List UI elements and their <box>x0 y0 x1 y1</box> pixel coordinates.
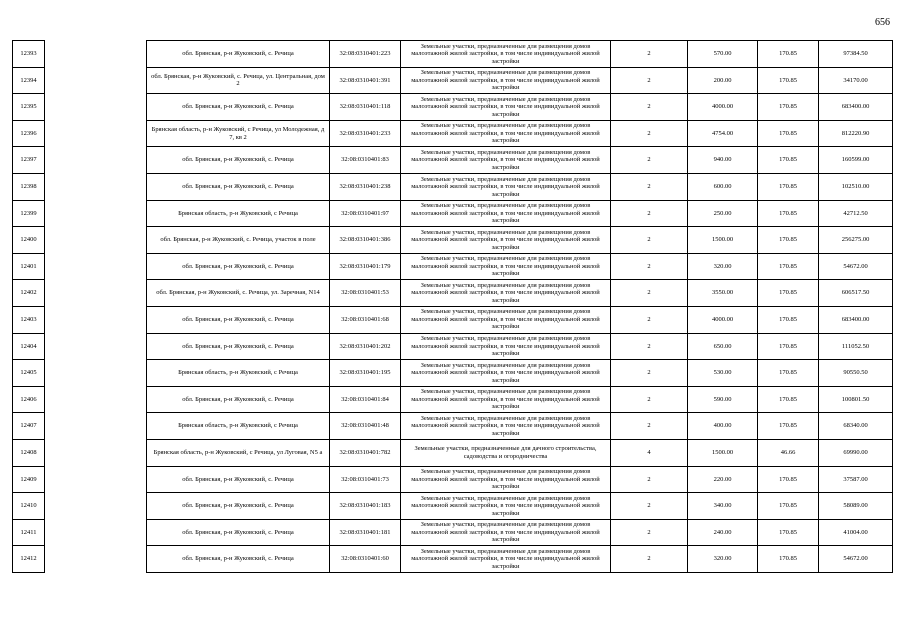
cadastral-value-cell: 54672.00 <box>819 253 893 280</box>
cadastral-value-cell: 812220.90 <box>819 120 893 147</box>
permitted-use-cell: Земельные участки, предназначенные для размещения домов малоэтажной жилой застройки, в том числе индивидуальной жилой застройки <box>401 94 611 121</box>
cadastral-value-cell: 100801.50 <box>819 386 893 413</box>
table-row <box>13 41 893 68</box>
permitted-use-cell: Земельные участки, предназначенные для размещения домов малоэтажной жилой застройки, в том числе индивидуальной жилой застройки <box>401 546 611 573</box>
cadastral-value-cell: 37587.00 <box>819 466 893 493</box>
table-row <box>13 519 893 546</box>
specific-value-cell: 46.66 <box>758 439 819 466</box>
row-number-cell: 12410 <box>13 493 45 520</box>
permitted-use-cell: Земельные участки, предназначенные для размещения домов малоэтажной жилой застройки, в том числе индивидуальной жилой застройки <box>401 306 611 333</box>
specific-value-cell: 170.85 <box>758 67 819 94</box>
permitted-use-cell: Земельные участки, предназначенные для размещения домов малоэтажной жилой застройки, в том числе индивидуальной жилой застройки <box>401 519 611 546</box>
cadastral-value-cell: 111052.50 <box>819 333 893 360</box>
area-cell: 400.00 <box>688 413 758 440</box>
permitted-use-cell: Земельные участки, предназначенные для размещения домов малоэтажной жилой застройки, в том числе индивидуальной жилой застройки <box>401 413 611 440</box>
specific-value-cell: 170.85 <box>758 360 819 387</box>
area-cell: 1500.00 <box>688 227 758 254</box>
group-code-cell: 2 <box>611 466 688 493</box>
row-number-cell: 12407 <box>13 413 45 440</box>
row-number-cell: 12403 <box>13 306 45 333</box>
cadastral-value-cell: 34170.00 <box>819 67 893 94</box>
cadastral-value-cell: 102510.00 <box>819 173 893 200</box>
cadastral-number-cell: 32:08:0310401:238 <box>330 173 401 200</box>
address-cell: Брянская область, р-н Жуковский, с Речица, ул Молодежная, д 7, кв 2 <box>147 120 330 147</box>
group-code-cell: 2 <box>611 519 688 546</box>
specific-value-cell: 170.85 <box>758 253 819 280</box>
specific-value-cell: 170.85 <box>758 413 819 440</box>
group-code-cell: 2 <box>611 333 688 360</box>
permitted-use-cell: Земельные участки, предназначенные для размещения домов малоэтажной жилой застройки, в том числе индивидуальной жилой застройки <box>401 120 611 147</box>
address-cell: обл. Брянская, р-н Жуковский, с. Речица <box>147 386 330 413</box>
row-number-cell: 12393 <box>13 41 45 68</box>
blank-cell <box>45 413 147 440</box>
specific-value-cell: 170.85 <box>758 227 819 254</box>
page-number: 656 <box>875 17 890 28</box>
cadastral-number-cell: 32:08:0310401:97 <box>330 200 401 227</box>
blank-cell <box>45 519 147 546</box>
table-row <box>13 306 893 333</box>
address-cell: обл. Брянская, р-н Жуковский, с. Речица, участок в поле <box>147 227 330 254</box>
specific-value-cell: 170.85 <box>758 120 819 147</box>
area-cell: 1500.00 <box>688 439 758 466</box>
permitted-use-cell: Земельные участки, предназначенные для размещения домов малоэтажной жилой застройки, в том числе индивидуальной жилой застройки <box>401 493 611 520</box>
area-cell: 200.00 <box>688 67 758 94</box>
permitted-use-cell: Земельные участки, предназначенные для размещения домов малоэтажной жилой застройки, в том числе индивидуальной жилой застройки <box>401 333 611 360</box>
cadastral-value-cell: 69990.00 <box>819 439 893 466</box>
area-cell: 340.00 <box>688 493 758 520</box>
specific-value-cell: 170.85 <box>758 466 819 493</box>
address-cell: обл. Брянская, р-н Жуковский, с. Речица <box>147 253 330 280</box>
address-cell: обл. Брянская, р-н Жуковский, с. Речица <box>147 333 330 360</box>
cadastral-number-cell: 32:08:0310401:181 <box>330 519 401 546</box>
row-number-cell: 12401 <box>13 253 45 280</box>
blank-cell <box>45 546 147 573</box>
blank-cell <box>45 360 147 387</box>
group-code-cell: 2 <box>611 546 688 573</box>
cadastral-value-cell: 683400.00 <box>819 94 893 121</box>
cadastral-value-cell: 97384.50 <box>819 41 893 68</box>
blank-cell <box>45 386 147 413</box>
cadastral-number-cell: 32:08:0310401:48 <box>330 413 401 440</box>
table-row <box>13 439 893 466</box>
area-cell: 4000.00 <box>688 94 758 121</box>
cadastral-number-cell: 32:08:0310401:73 <box>330 466 401 493</box>
group-code-cell: 2 <box>611 413 688 440</box>
area-cell: 4000.00 <box>688 306 758 333</box>
address-cell: Брянская область, р-н Жуковский, с Речица, ул Луговая, N5 а <box>147 439 330 466</box>
blank-cell <box>45 147 147 174</box>
row-number-cell: 12411 <box>13 519 45 546</box>
permitted-use-cell: Земельные участки, предназначенные для дачного строительства, садоводства и огородничества <box>401 439 611 466</box>
address-cell: обл. Брянская, р-н Жуковский, с. Речица <box>147 147 330 174</box>
row-number-cell: 12399 <box>13 200 45 227</box>
cadastral-number-cell: 32:08:0310401:202 <box>330 333 401 360</box>
row-number-cell: 12409 <box>13 466 45 493</box>
area-cell: 940.00 <box>688 147 758 174</box>
blank-cell <box>45 227 147 254</box>
cadastral-number-cell: 32:08:0310401:223 <box>330 41 401 68</box>
area-cell: 320.00 <box>688 546 758 573</box>
blank-cell <box>45 280 147 307</box>
address-cell: Брянская область, р-н Жуковский, с Речица <box>147 200 330 227</box>
permitted-use-cell: Земельные участки, предназначенные для размещения домов малоэтажной жилой застройки, в том числе индивидуальной жилой застройки <box>401 67 611 94</box>
group-code-cell: 2 <box>611 280 688 307</box>
specific-value-cell: 170.85 <box>758 200 819 227</box>
blank-cell <box>45 493 147 520</box>
area-cell: 240.00 <box>688 519 758 546</box>
cadastral-number-cell: 32:08:0310401:233 <box>330 120 401 147</box>
row-number-cell: 12408 <box>13 439 45 466</box>
cadastral-value-cell: 606517.50 <box>819 280 893 307</box>
cadastral-number-cell: 32:08:0310401:782 <box>330 439 401 466</box>
permitted-use-cell: Земельные участки, предназначенные для размещения домов малоэтажной жилой застройки, в том числе индивидуальной жилой застройки <box>401 41 611 68</box>
row-number-cell: 12405 <box>13 360 45 387</box>
cadastral-value-cell: 683400.00 <box>819 306 893 333</box>
specific-value-cell: 170.85 <box>758 147 819 174</box>
permitted-use-cell: Земельные участки, предназначенные для размещения домов малоэтажной жилой застройки, в том числе индивидуальной жилой застройки <box>401 200 611 227</box>
address-cell: обл. Брянская, р-н Жуковский, с. Речица, ул. Центральная, дом 2 <box>147 67 330 94</box>
row-number-cell: 12400 <box>13 227 45 254</box>
table-row <box>13 67 893 94</box>
cadastral-number-cell: 32:08:0310401:83 <box>330 147 401 174</box>
address-cell: Брянская область, р-н Жуковский, с Речица <box>147 413 330 440</box>
permitted-use-cell: Земельные участки, предназначенные для размещения домов малоэтажной жилой застройки, в том числе индивидуальной жилой застройки <box>401 173 611 200</box>
table-row <box>13 200 893 227</box>
table-row <box>13 466 893 493</box>
specific-value-cell: 170.85 <box>758 173 819 200</box>
address-cell: обл. Брянская, р-н Жуковский, с. Речица <box>147 546 330 573</box>
group-code-cell: 2 <box>611 173 688 200</box>
table-row <box>13 120 893 147</box>
group-code-cell: 2 <box>611 67 688 94</box>
cadastral-number-cell: 32:08:0310401:391 <box>330 67 401 94</box>
row-number-cell: 12404 <box>13 333 45 360</box>
group-code-cell: 2 <box>611 493 688 520</box>
specific-value-cell: 170.85 <box>758 519 819 546</box>
cadastral-number-cell: 32:08:0310401:183 <box>330 493 401 520</box>
cadastral-number-cell: 32:08:0310401:386 <box>330 227 401 254</box>
table-row <box>13 546 893 573</box>
address-cell: обл. Брянская, р-н Жуковский, с. Речица <box>147 173 330 200</box>
specific-value-cell: 170.85 <box>758 546 819 573</box>
table-row <box>13 173 893 200</box>
address-cell: обл. Брянская, р-н Жуковский, с. Речица <box>147 306 330 333</box>
group-code-cell: 2 <box>611 227 688 254</box>
cadastral-value-cell: 58089.00 <box>819 493 893 520</box>
cadastral-number-cell: 32:08:0310401:60 <box>330 546 401 573</box>
address-cell: Брянская область, р-н Жуковский, с Речица <box>147 360 330 387</box>
specific-value-cell: 170.85 <box>758 333 819 360</box>
table-row <box>13 386 893 413</box>
blank-cell <box>45 253 147 280</box>
permitted-use-cell: Земельные участки, предназначенные для размещения домов малоэтажной жилой застройки, в том числе индивидуальной жилой застройки <box>401 386 611 413</box>
row-number-cell: 12412 <box>13 546 45 573</box>
table-row <box>13 147 893 174</box>
cadastral-number-cell: 32:08:0310401:53 <box>330 280 401 307</box>
table-row <box>13 333 893 360</box>
address-cell: обл. Брянская, р-н Жуковский, с. Речица <box>147 519 330 546</box>
address-cell: обл. Брянская, р-н Жуковский, с. Речица <box>147 41 330 68</box>
specific-value-cell: 170.85 <box>758 306 819 333</box>
specific-value-cell: 170.85 <box>758 493 819 520</box>
area-cell: 590.00 <box>688 386 758 413</box>
table-row <box>13 253 893 280</box>
land-registry-table <box>12 40 893 573</box>
cadastral-value-cell: 54672.00 <box>819 546 893 573</box>
address-cell: обл. Брянская, р-н Жуковский, с. Речица <box>147 493 330 520</box>
blank-cell <box>45 306 147 333</box>
cadastral-number-cell: 32:08:0310401:84 <box>330 386 401 413</box>
cadastral-number-cell: 32:08:0310401:179 <box>330 253 401 280</box>
area-cell: 3550.00 <box>688 280 758 307</box>
permitted-use-cell: Земельные участки, предназначенные для размещения домов малоэтажной жилой застройки, в том числе индивидуальной жилой застройки <box>401 227 611 254</box>
specific-value-cell: 170.85 <box>758 386 819 413</box>
row-number-cell: 12396 <box>13 120 45 147</box>
area-cell: 600.00 <box>688 173 758 200</box>
group-code-cell: 2 <box>611 253 688 280</box>
table-row <box>13 413 893 440</box>
blank-cell <box>45 333 147 360</box>
cadastral-value-cell: 160599.00 <box>819 147 893 174</box>
table-row <box>13 94 893 121</box>
blank-cell <box>45 94 147 121</box>
table-body <box>13 41 893 573</box>
cadastral-value-cell: 90550.50 <box>819 360 893 387</box>
blank-cell <box>45 173 147 200</box>
specific-value-cell: 170.85 <box>758 41 819 68</box>
group-code-cell: 2 <box>611 147 688 174</box>
permitted-use-cell: Земельные участки, предназначенные для размещения домов малоэтажной жилой застройки, в том числе индивидуальной жилой застройки <box>401 147 611 174</box>
table-row <box>13 493 893 520</box>
blank-cell <box>45 120 147 147</box>
area-cell: 4754.00 <box>688 120 758 147</box>
group-code-cell: 2 <box>611 120 688 147</box>
area-cell: 220.00 <box>688 466 758 493</box>
area-cell: 530.00 <box>688 360 758 387</box>
cadastral-number-cell: 32:08:0310401:195 <box>330 360 401 387</box>
address-cell: обл. Брянская, р-н Жуковский, с. Речица, ул. Заречная, N14 <box>147 280 330 307</box>
row-number-cell: 12402 <box>13 280 45 307</box>
row-number-cell: 12395 <box>13 94 45 121</box>
row-number-cell: 12394 <box>13 67 45 94</box>
specific-value-cell: 170.85 <box>758 94 819 121</box>
group-code-cell: 2 <box>611 306 688 333</box>
blank-cell <box>45 41 147 68</box>
area-cell: 650.00 <box>688 333 758 360</box>
blank-cell <box>45 439 147 466</box>
address-cell: обл. Брянская, р-н Жуковский, с. Речица <box>147 94 330 121</box>
group-code-cell: 2 <box>611 41 688 68</box>
blank-cell <box>45 200 147 227</box>
table-row <box>13 227 893 254</box>
row-number-cell: 12398 <box>13 173 45 200</box>
row-number-cell: 12397 <box>13 147 45 174</box>
row-number-cell: 12406 <box>13 386 45 413</box>
cadastral-number-cell: 32:08:0310401:68 <box>330 306 401 333</box>
area-cell: 320.00 <box>688 253 758 280</box>
area-cell: 570.00 <box>688 41 758 68</box>
group-code-cell: 2 <box>611 386 688 413</box>
blank-cell <box>45 67 147 94</box>
group-code-cell: 2 <box>611 200 688 227</box>
group-code-cell: 2 <box>611 360 688 387</box>
cadastral-value-cell: 42712.50 <box>819 200 893 227</box>
cadastral-value-cell: 41004.00 <box>819 519 893 546</box>
permitted-use-cell: Земельные участки, предназначенные для размещения домов малоэтажной жилой застройки, в том числе индивидуальной жилой застройки <box>401 253 611 280</box>
cadastral-number-cell: 32:08:0310401:118 <box>330 94 401 121</box>
table-row <box>13 280 893 307</box>
area-cell: 250.00 <box>688 200 758 227</box>
cadastral-value-cell: 256275.00 <box>819 227 893 254</box>
permitted-use-cell: Земельные участки, предназначенные для размещения домов малоэтажной жилой застройки, в том числе индивидуальной жилой застройки <box>401 466 611 493</box>
group-code-cell: 4 <box>611 439 688 466</box>
blank-cell <box>45 466 147 493</box>
permitted-use-cell: Земельные участки, предназначенные для размещения домов малоэтажной жилой застройки, в том числе индивидуальной жилой застройки <box>401 360 611 387</box>
permitted-use-cell: Земельные участки, предназначенные для размещения домов малоэтажной жилой застройки, в том числе индивидуальной жилой застройки <box>401 280 611 307</box>
specific-value-cell: 170.85 <box>758 280 819 307</box>
cadastral-value-cell: 68340.00 <box>819 413 893 440</box>
address-cell: обл. Брянская, р-н Жуковский, с. Речица <box>147 466 330 493</box>
group-code-cell: 2 <box>611 94 688 121</box>
table-row <box>13 360 893 387</box>
